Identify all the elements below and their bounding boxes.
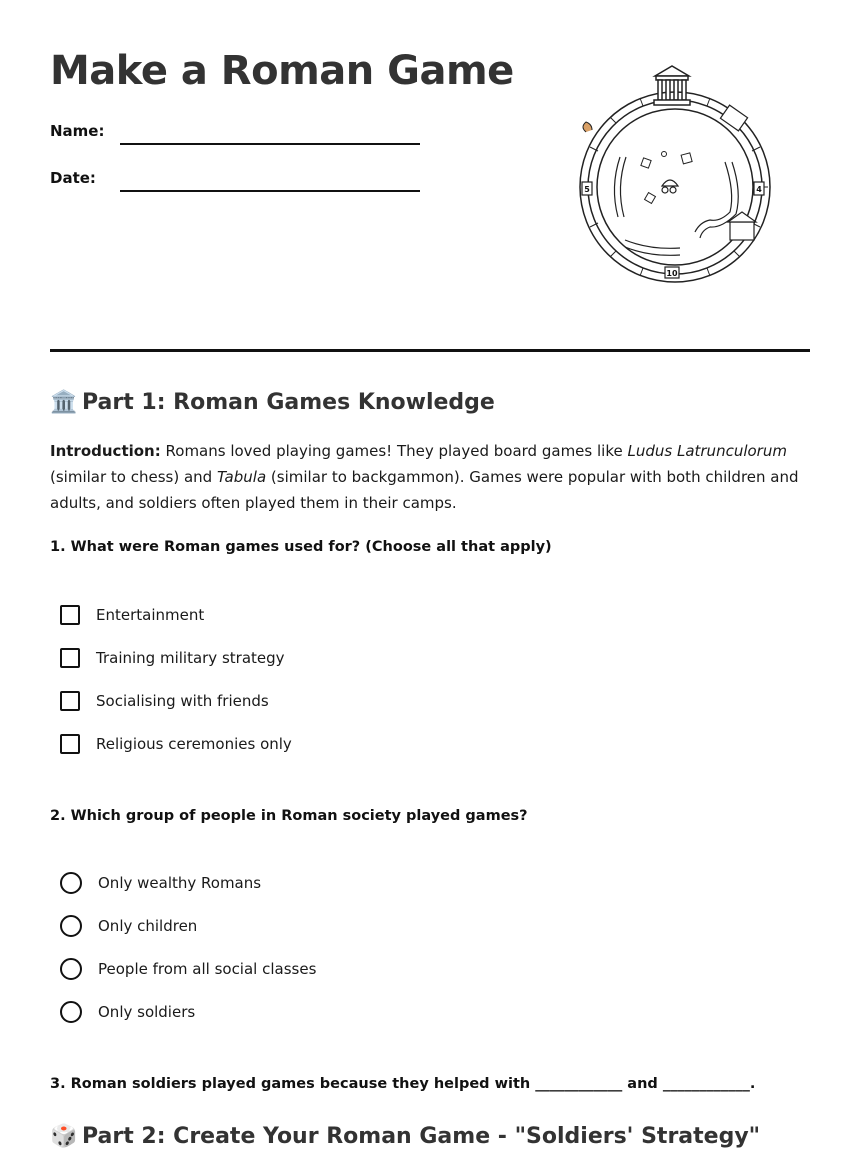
intro-label: Introduction: (50, 442, 161, 460)
page-title: Make a Roman Game (50, 48, 514, 94)
name-label: Name: (50, 122, 105, 140)
option-label: Only children (98, 917, 198, 935)
radio[interactable] (60, 915, 82, 937)
option-label: Only wealthy Romans (98, 874, 262, 892)
radio[interactable] (60, 1001, 82, 1023)
q1-option[interactable] (60, 646, 285, 670)
checkbox[interactable] (60, 648, 80, 668)
option-label: People from all social classes (98, 960, 317, 978)
q1-option[interactable] (60, 689, 269, 713)
svg-text:10: 10 (666, 269, 678, 278)
svg-text:5: 5 (584, 185, 590, 194)
intro-text: (similar to backgammon). Games were popular with both children and adults, and soldiers often played them in their camps. (50, 468, 799, 512)
intro-paragraph (50, 438, 815, 516)
q1-option[interactable] (60, 603, 204, 627)
radio[interactable] (60, 872, 82, 894)
section-divider (50, 349, 810, 352)
game-name: Tabula (216, 468, 267, 486)
option-label: Socialising with friends (96, 692, 269, 710)
intro-text: Romans loved playing games! They played board games like (160, 442, 628, 460)
q2-option[interactable] (60, 957, 316, 981)
q2-option[interactable] (60, 1000, 195, 1024)
temple-icon: 🏛️ (50, 390, 78, 415)
q2-option[interactable] (60, 871, 261, 895)
question-3: 3. Roman soldiers played games because they helped with ____________ and ____________. (50, 1076, 756, 1092)
name-field[interactable] (120, 143, 420, 145)
date-field[interactable] (120, 190, 420, 192)
option-label: Only soldiers (98, 1003, 196, 1021)
part2-heading (50, 1124, 760, 1149)
option-label: Training military strategy (96, 649, 285, 667)
checkbox[interactable] (60, 734, 80, 754)
roman-game-board-icon (570, 62, 780, 284)
option-label: Religious ceremonies only (96, 735, 292, 753)
dice-icon: 🎲 (50, 1124, 78, 1149)
part2-title: Part 2: Create Your Roman Game - "Soldiers' Strategy" (82, 1124, 761, 1149)
question-1: 1. What were Roman games used for? (Choose all that apply) (50, 539, 552, 555)
intro-text: (similar to chess) and (50, 468, 217, 486)
part1-title: Part 1: Roman Games Knowledge (82, 390, 495, 415)
svg-text:4: 4 (756, 185, 762, 194)
option-label: Entertainment (96, 606, 205, 624)
question-2: 2. Which group of people in Roman society played games? (50, 808, 528, 824)
q2-option[interactable] (60, 914, 197, 938)
radio[interactable] (60, 958, 82, 980)
checkbox[interactable] (60, 605, 80, 625)
q1-option[interactable] (60, 732, 292, 756)
checkbox[interactable] (60, 691, 80, 711)
part1-heading (50, 390, 495, 415)
date-label: Date: (50, 169, 96, 187)
game-name: Ludus Latrunculorum (627, 442, 787, 460)
